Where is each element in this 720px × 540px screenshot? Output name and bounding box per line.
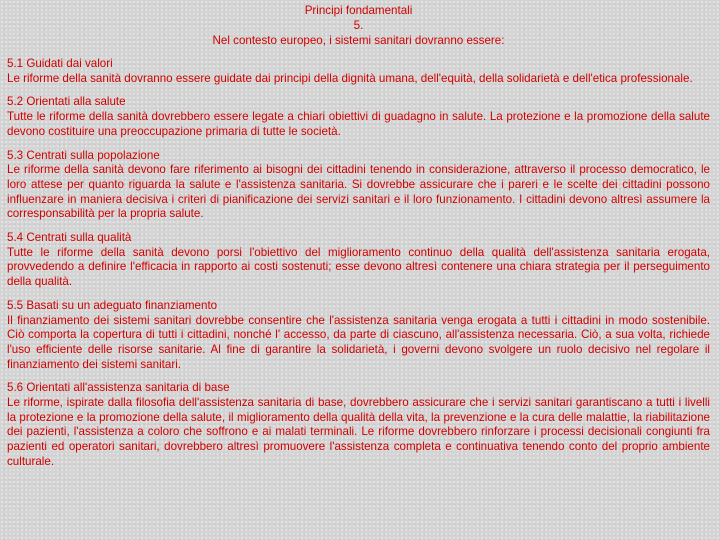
document-header <box>7 3 710 48</box>
header-title: Principi fondamentali <box>304 4 413 17</box>
section-heading: 5.6 Orientati all'assistenza sanitaria di base <box>7 381 230 395</box>
section-heading: 5.4 Centrati sulla qualità <box>7 231 132 245</box>
document-page <box>7 3 710 470</box>
section-heading: 5.5 Basati su un adeguato finanziamento <box>7 298 218 312</box>
section-5-3 <box>7 149 710 223</box>
section-5-5 <box>7 299 710 373</box>
header-subtitle: Nel contesto europeo, i sistemi sanitari dovranno essere: <box>212 34 505 47</box>
section-heading: 5.1 Guidati dai valori <box>7 57 113 70</box>
section-5-4 <box>7 231 710 290</box>
section-5-1 <box>7 57 710 86</box>
section-body: Tutte le riforme della sanità dovrebbero essere legate a chiari obiettivi di guadagno in salute. La protezione e la promozione della salute devono costituire una preoccupazione primaria di tutte le società. <box>7 110 710 138</box>
section-5-6 <box>7 381 710 469</box>
section-body: Le riforme della sanità dovranno essere guidate dai principi della dignità umana, dell'equità, della solidarietà e dell'etica professionale. <box>7 71 693 85</box>
section-body: Il finanziamento dei sistemi sanitari dovrebbe consentire che l'assistenza sanitaria venga erogata a tutti i cittadini in modo sostenibile. Ciò comporta la copertura di tutti i cittadini, nonché l' accesso, da parte di ciascuno, all'assistenza necessaria. Ciò, a sua volta, richiede l'uso efficiente delle risorse sanitarie. Al fine di garantire la solidarietà, i governi devono svolgere un ruolo decisivo nel regolare il finanziamento dei sistemi sanitari. <box>7 313 710 371</box>
header-number: 5. <box>353 19 364 32</box>
section-body: Le riforme, ispirate dalla filosofia dell'assistenza sanitaria di base, dovrebbero assicurare che i servizi sanitari garantiscano a tutti i livelli la protezione e la promozione della salute, il miglioramento della qualità della vita, la prevenzione e la cura delle malattie, la riabilitazione dei pazienti, l'assistenza a coloro che soffrono e ai malati terminali. Le riforme dovrebbero rinforzare i processi decisionali congiunti fra pazienti ed operatori sanitari, dovrebbero altresì promuovere l'assistenza completa e continuativa tenendo conto del proprio ambiente culturale. <box>7 396 710 468</box>
section-5-2 <box>7 95 710 139</box>
section-body: Le riforme della sanità devono fare riferimento ai bisogni dei cittadini tenendo in considerazione, attraverso il processo democratico, le loro attese per quanto riguarda la salute e l'assistenza sanitaria. Si dovrebbe assicurare che i pareri e le scelte dei cittadini possono influenzare in maniera decisiva i criteri di pianificazione dei servizi sanitari e il loro funzionamento. I cittadini devono altresì assumere la corresponsabilità per la propria salute. <box>7 163 710 221</box>
section-body: Tutte le riforme della sanità devono porsi l'obiettivo del miglioramento continuo della qualità dell'assistenza sanitaria erogata, provvedendo a definire l'efficacia in rapporto ai costi sostenuti; esse devono altresì contenere una chiara strategia per il perseguimento della qualità. <box>7 245 710 289</box>
section-heading: 5.2 Orientati alla salute <box>7 95 126 109</box>
section-heading: 5.3 Centrati sulla popolazione <box>7 148 160 162</box>
